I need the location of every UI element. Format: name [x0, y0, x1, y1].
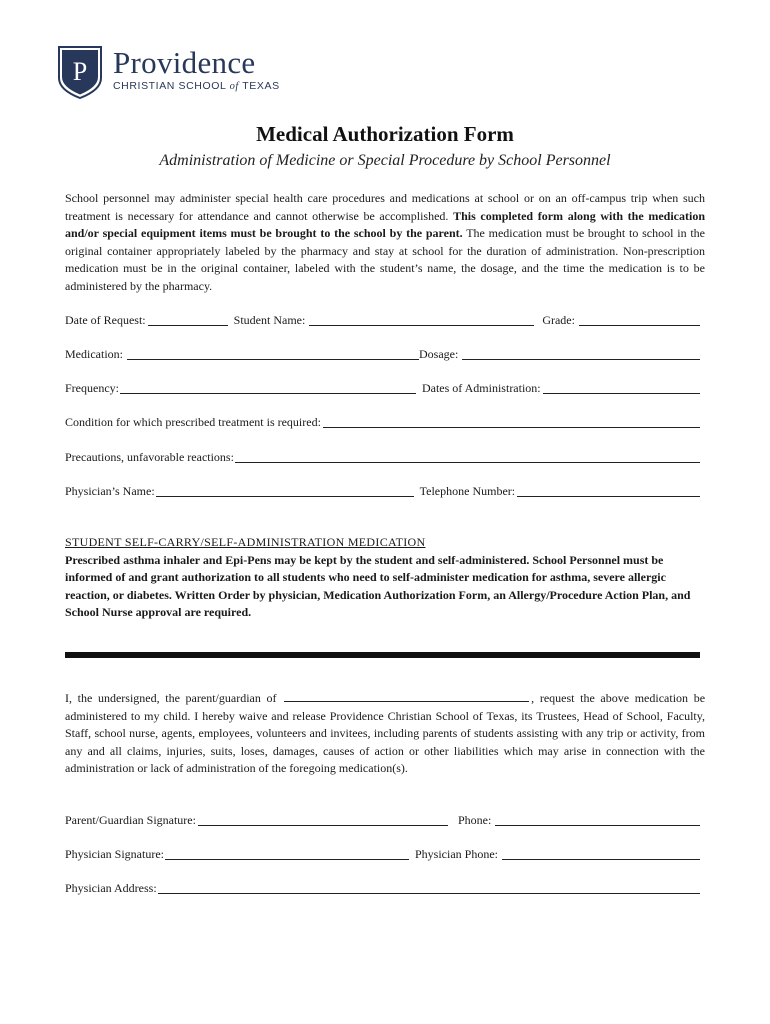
telephone-number-label: Telephone Number: — [419, 484, 516, 498]
logo-letter: P — [72, 57, 88, 86]
medication-label: Medication: — [65, 347, 123, 361]
physician-row — [65, 482, 700, 499]
condition-label: Condition for which prescribed treatment is required: — [65, 415, 321, 429]
physician-signature-field[interactable] — [165, 845, 409, 860]
self-carry-heading: STUDENT SELF-CARRY/SELF-ADMINISTRATION MEDICATION — [65, 535, 426, 549]
request-row — [65, 311, 700, 328]
condition-row — [65, 413, 700, 430]
grade-field[interactable] — [579, 311, 700, 326]
intro-bold-text: This completed form along with the medication and/or special equipment items must be brought to the school by the parent. — [65, 208, 705, 241]
brand-sub-of: of — [229, 81, 239, 92]
intro-paragraph — [65, 190, 705, 296]
brand-text — [113, 45, 280, 92]
physician-phone-label: Physician Phone: — [415, 847, 498, 861]
student-name-label: Student Name: — [233, 313, 306, 327]
date-of-request-field[interactable] — [148, 311, 228, 326]
phone-field[interactable] — [495, 811, 700, 826]
shield-logo-icon — [57, 44, 103, 100]
child-name-field[interactable] — [284, 689, 529, 702]
physician-address-field[interactable] — [158, 879, 700, 894]
brand-subtitle — [113, 80, 280, 92]
precautions-row — [65, 448, 700, 465]
consent-text-post: , request the above medication be administered to my child. I hereby waive and release Providence Christian School of Texas, its Trustees, Head of School, Faculty, Staff, school nurse, agents, employees, volunteers and invitees, including parents of students assisting with any trip or activity, from any and all claims, injuries, suits, loses, damages, causes of action or other liabilities which may arise in connection with the administration or lack of administration of the foregoing medication(s). — [65, 691, 706, 776]
precautions-label: Precautions, unfavorable reactions: — [65, 450, 234, 464]
frequency-row — [65, 379, 700, 396]
intro-text-1: School personnel may administer special health care procedures and medications at school or on an off-campus trip when such treatment is necessary for attendance and cannot otherwise be accomplished. — [65, 191, 705, 223]
consent-text-pre: I, the undersigned, the parent/guardian of — [65, 691, 277, 705]
dosage-field[interactable] — [462, 345, 700, 360]
section-divider — [65, 652, 700, 658]
form-title: Medical Authorization Form — [256, 122, 514, 146]
frequency-field[interactable] — [120, 379, 416, 394]
grade-label: Grade: — [542, 313, 575, 327]
intro-text-2: The medication must be brought to school in the original container appropriately labeled by the pharmacy and stay at school for the duration of administration. Non-prescription medication must be in the original container, labeled with the student’s name, the dosage, and the time the medication is to be administered by the pharmacy. — [65, 226, 706, 293]
medication-row — [65, 345, 700, 362]
student-name-field[interactable] — [309, 311, 534, 326]
parent-signature-label: Parent/Guardian Signature: — [65, 813, 196, 827]
consent-paragraph — [65, 689, 705, 778]
physician-address-label: Physician Address: — [65, 881, 157, 895]
dates-of-administration-field[interactable] — [543, 379, 700, 394]
brand-sub-pre: CHRISTIAN SCHOOL — [113, 80, 230, 92]
dates-of-administration-label: Dates of Administration: — [421, 381, 541, 395]
physician-address-row — [65, 879, 700, 896]
frequency-label: Frequency: — [65, 381, 119, 395]
physician-signature-row — [65, 845, 700, 862]
phone-label: Phone: — [457, 813, 492, 827]
physician-signature-label: Physician Signature: — [65, 847, 164, 861]
self-carry-section — [65, 534, 705, 622]
school-logo — [57, 44, 280, 102]
medication-field[interactable] — [127, 345, 419, 360]
parent-signature-field[interactable] — [198, 811, 448, 826]
condition-field[interactable] — [323, 413, 700, 428]
brand-sub-post: TEXAS — [238, 80, 280, 92]
form-subtitle: Administration of Medicine or Special Procedure by School Personnel — [159, 152, 611, 169]
brand-name: Providence — [113, 45, 256, 80]
physician-phone-field[interactable] — [502, 845, 700, 860]
physician-name-field[interactable] — [156, 482, 414, 497]
telephone-number-field[interactable] — [517, 482, 700, 497]
date-of-request-label: Date of Request: — [65, 313, 146, 327]
self-carry-body: Prescribed asthma inhaler and Epi-Pens may be kept by the student and self-administered. School Personnel must be informed of and grant authorization to all students who need to self-administer medication for asthma, severe allergic reaction, or diabetes. Written Order by physician, Medication Authorization Form, an Allergy/Procedure Action Plan, and School Nurse approval are required. — [65, 552, 691, 619]
dosage-label: Dosage: — [418, 347, 459, 361]
physician-name-label: Physician’s Name: — [65, 484, 155, 498]
parent-signature-row — [65, 811, 700, 828]
precautions-field[interactable] — [235, 448, 700, 463]
